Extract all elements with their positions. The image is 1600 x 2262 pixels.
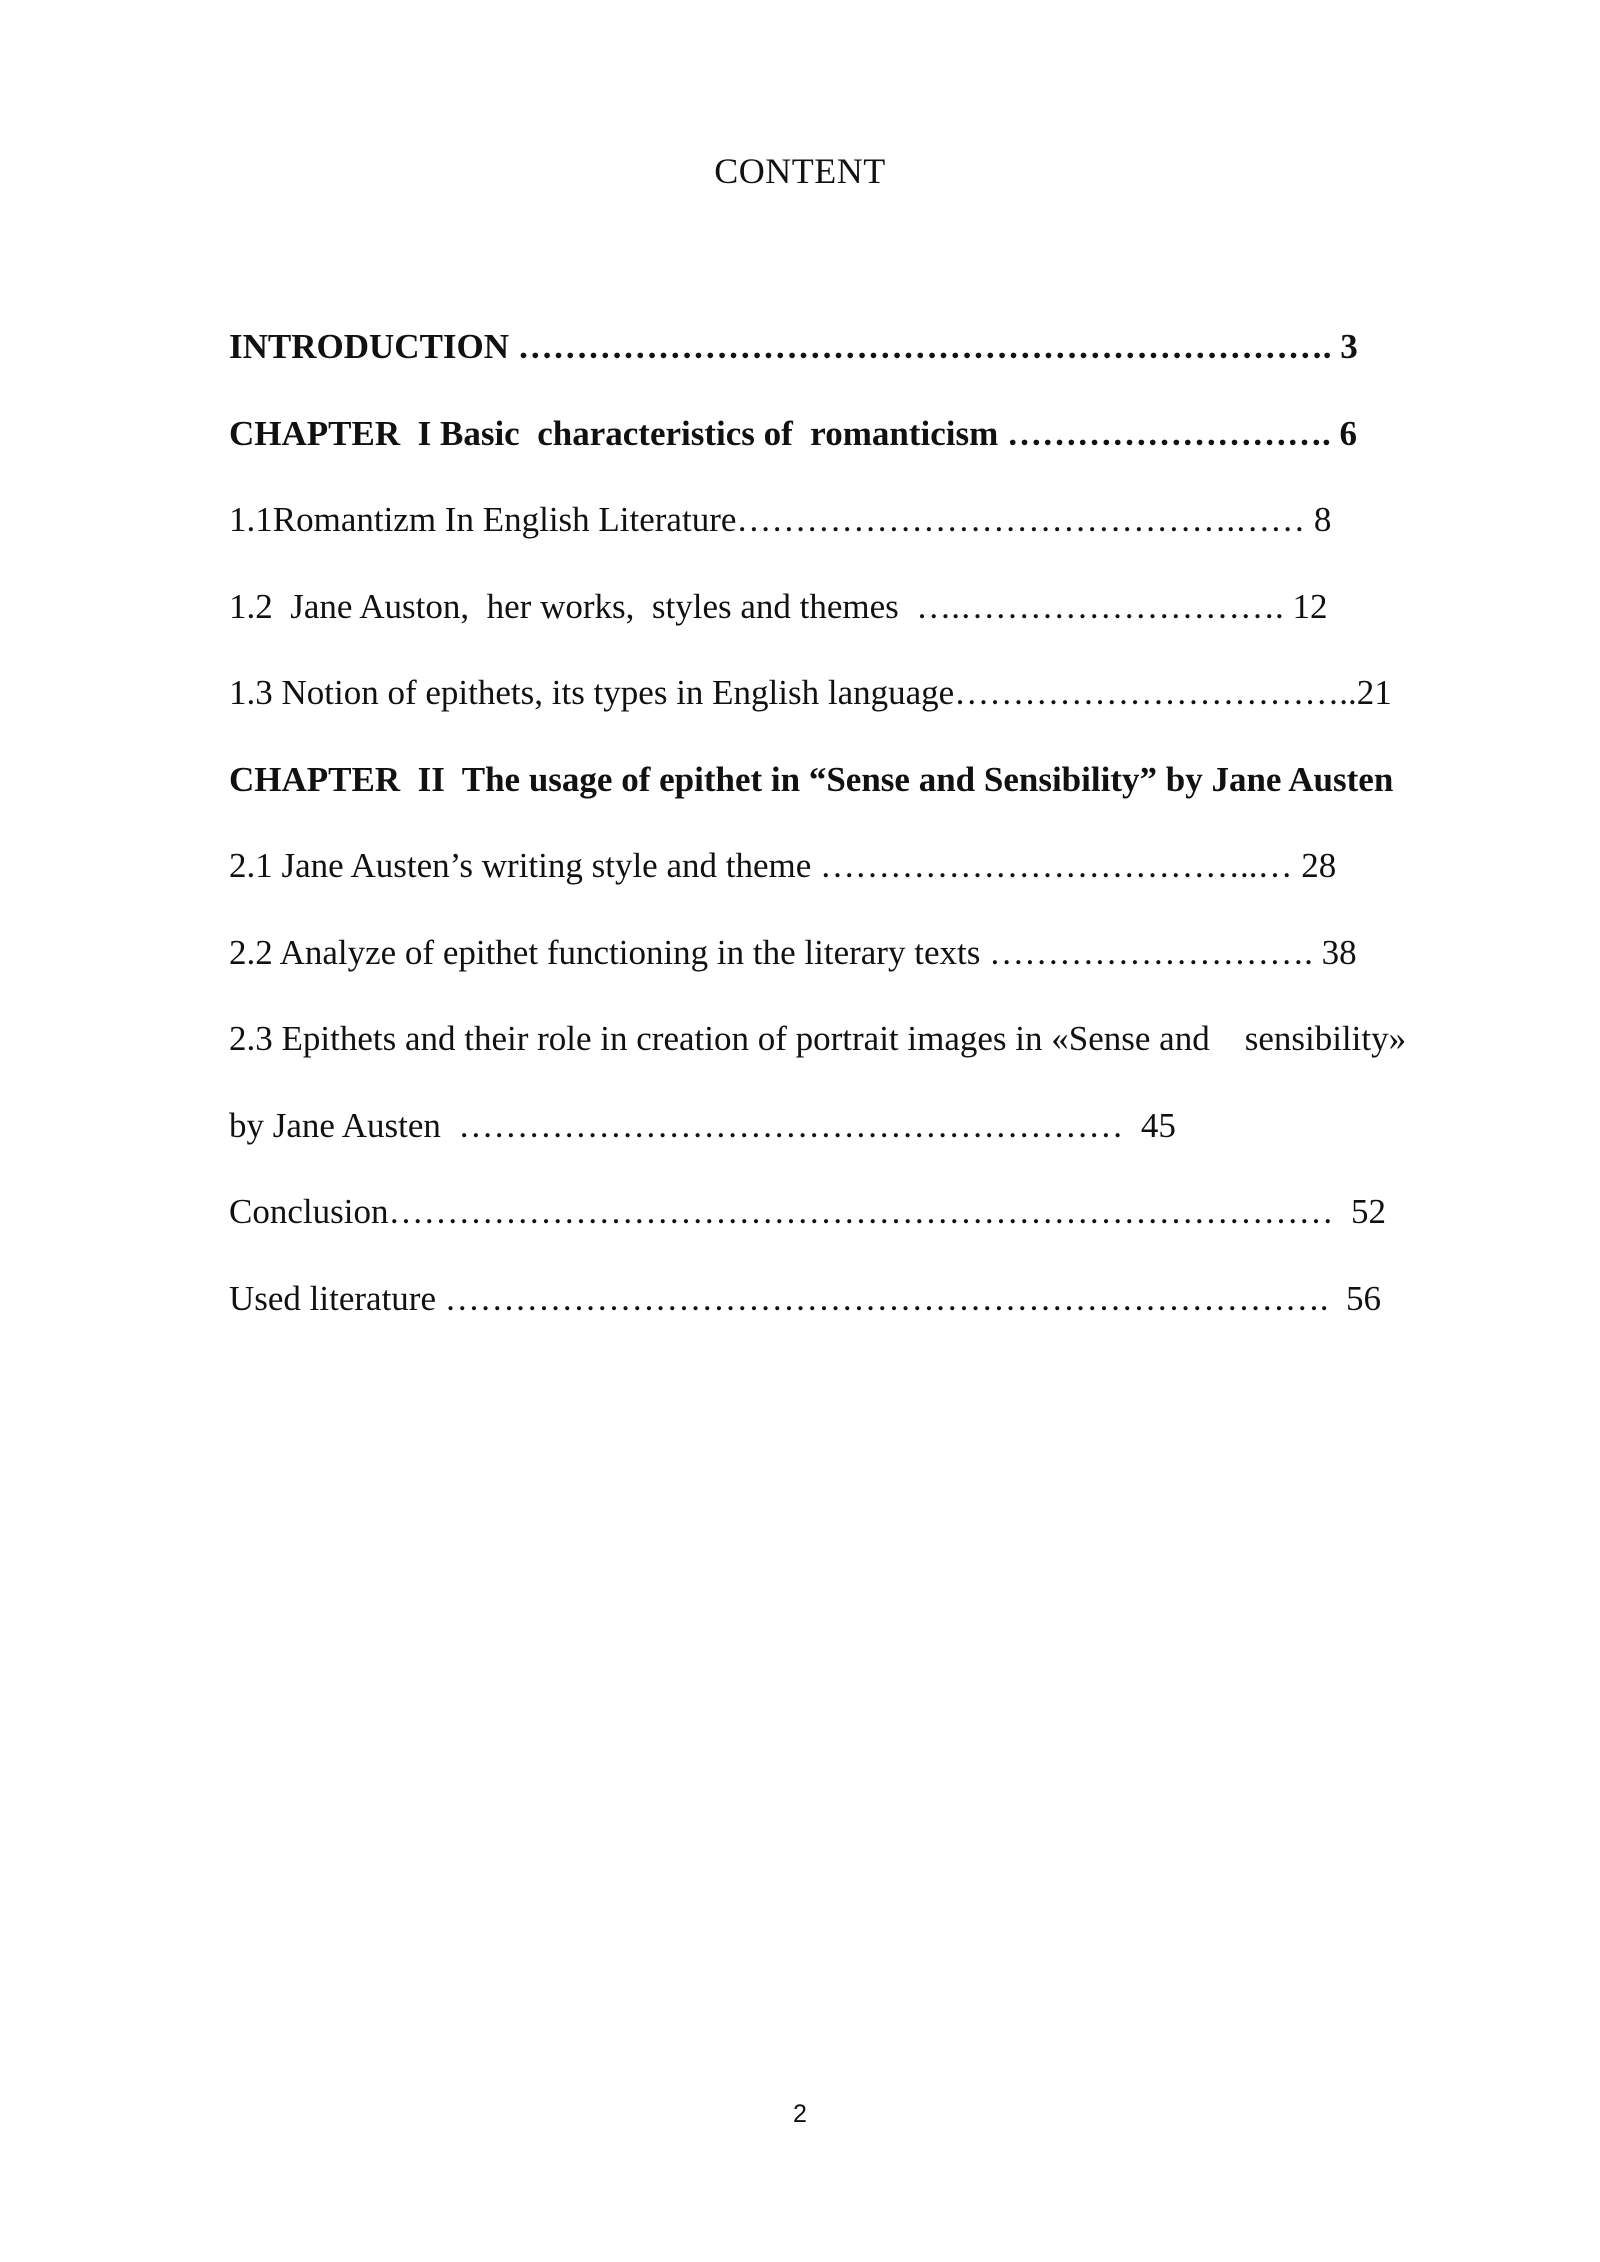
toc-entry-used-literature: Used literature …………………………………………………………………. 56 xyxy=(229,1279,1381,1318)
toc-entry-introduction: INTRODUCTION ……………………………………………………………. 3 xyxy=(229,327,1358,366)
toc-entry-1-3: 1.3 Notion of epithets, its types in English language……………………………..21 xyxy=(229,673,1392,712)
toc-entry-2-3-continued: by Jane Austen ………………………………………………… 45 xyxy=(229,1106,1176,1145)
toc-entry-chapter-2: CHAPTER II The usage of epithet in “Sense and Sensibility” by Jane Austen xyxy=(229,760,1394,799)
toc-entry-2-3: 2.3 Epithets and their role in creation of portrait images in «Sense and sensibility» xyxy=(229,1019,1407,1058)
toc-entry-2-2: 2.2 Analyze of epithet functioning in the literary texts ………………………. 38 xyxy=(229,933,1357,972)
toc-entry-2-1: 2.1 Jane Austen’s writing style and theme ………………………………..… 28 xyxy=(229,846,1337,885)
toc-entry-1-1: 1.1Romantizm In English Literature…………………………………….…… 8 xyxy=(229,500,1332,539)
toc-entry-1-2: 1.2 Jane Auston, her works, styles and themes ….………………………. 12 xyxy=(229,587,1328,626)
toc-entry-conclusion: Conclusion……………………………………………………………………… 52 xyxy=(229,1192,1386,1231)
page-number: 2 xyxy=(793,2100,807,2128)
page-title: CONTENT xyxy=(714,151,886,191)
toc-entry-chapter-1: CHAPTER I Basic characteristics of romanticism ………………………. 6 xyxy=(229,414,1357,453)
